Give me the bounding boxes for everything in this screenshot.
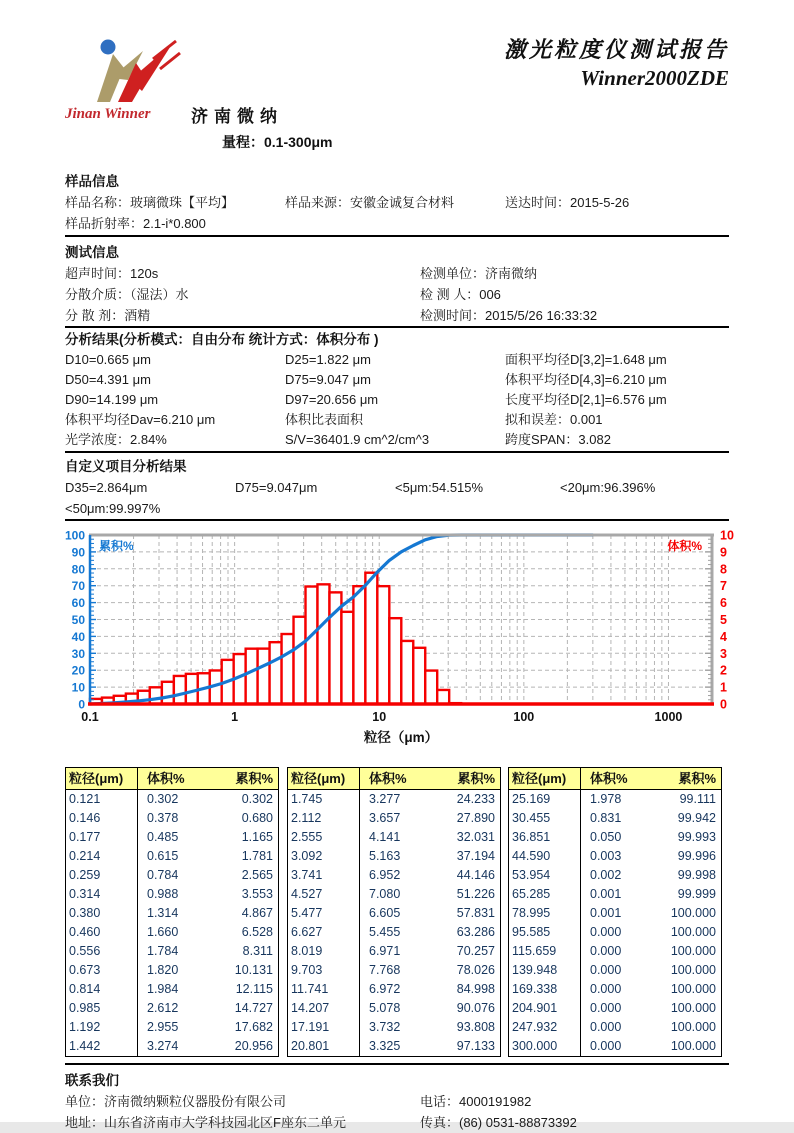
table-row [509,961,721,980]
svg-text:4: 4 [720,630,727,644]
table-cell: 6.605 [360,904,430,923]
table-cell: 4.867 [208,904,278,923]
analysis-item: D90=14.199 μm [65,390,285,410]
table-cell: 44.590 [509,847,581,866]
table-cell: 84.998 [430,980,500,999]
analysis-item: 体积平均径Dav=6.210 μm [65,410,285,430]
section-heading: 联系我们 [65,1071,729,1091]
svg-text:10: 10 [72,681,86,695]
dispersion-medium: 分散介质：（湿法）水 [65,284,420,305]
table-cell: 169.338 [509,980,581,999]
chart-area [65,527,765,747]
svg-text:80: 80 [72,562,86,576]
table-cell: 1.660 [138,923,208,942]
ultrasonic-time: 超声时间：120s [65,263,420,284]
analysis-item: D97=20.656 μm [285,390,505,410]
custom-item: <50μm:99.997% [65,498,160,519]
svg-text:6: 6 [720,596,727,610]
column-header: 累积% [208,768,278,789]
table-cell: 115.659 [509,942,581,961]
table-row [509,809,721,828]
analysis-item: 光学浓度：2.84% [65,430,285,450]
analysis-item: S/V=36401.9 cm^2/cm^3 [285,430,505,450]
table-cell: 0.615 [138,847,208,866]
table-cell: 11.741 [288,980,360,999]
table-cell: 2.955 [138,1018,208,1037]
table-row [509,904,721,923]
table-row [509,790,721,809]
table-cell: 78.995 [509,904,581,923]
table-cell: 0.001 [581,904,651,923]
table-cell: 0.985 [66,999,138,1018]
table-cell: 2.112 [288,809,360,828]
table-cell: 100.000 [651,942,721,961]
column-header: 累积% [651,768,721,789]
table-cell: 247.932 [509,1018,581,1037]
delivery-time: 送达时间：2015-5-26 [505,192,729,213]
table-cell: 0.814 [66,980,138,999]
table-cell: 97.133 [430,1037,500,1056]
custom-results-section [65,457,729,521]
column-header: 粒径(μm) [288,768,360,789]
table-cell: 5.455 [360,923,430,942]
table-cell: 1.442 [66,1037,138,1056]
column-header: 体积% [360,768,430,789]
custom-item: <20μm:96.396% [560,477,655,498]
table-cell: 3.732 [360,1018,430,1037]
table-row [66,923,278,942]
column-header: 体积% [581,768,651,789]
custom-item: D35=2.864μm [65,477,235,498]
table-cell: 0.003 [581,847,651,866]
table-cell: 100.000 [651,1018,721,1037]
table-row [66,1037,278,1056]
title-block [504,36,729,92]
table-cell: 7.080 [360,885,430,904]
table-cell: 70.257 [430,942,500,961]
table-header-row [66,768,278,790]
table-row [509,1018,721,1037]
table-cell: 0.314 [66,885,138,904]
table-row [66,980,278,999]
instrument-model: Winner2000ZDE [504,64,729,92]
table-cell: 44.146 [430,866,500,885]
custom-item: D75=9.047μm [235,477,395,498]
table-row [66,885,278,904]
svg-text:3: 3 [720,647,727,661]
table-cell: 0.000 [581,1037,651,1056]
table-cell: 17.191 [288,1018,360,1037]
table-row [288,809,500,828]
table-cell: 3.741 [288,866,360,885]
table-cell: 14.727 [208,999,278,1018]
table-cell: 0.673 [66,961,138,980]
contact-address: 地址：山东省济南市大学科技园北区F座东二单元 [65,1112,420,1133]
table-cell: 78.026 [430,961,500,980]
table-cell: 20.801 [288,1037,360,1056]
table-cell: 3.092 [288,847,360,866]
table-cell: 0.000 [581,1018,651,1037]
svg-text:90: 90 [72,545,86,559]
table-cell: 100.000 [651,980,721,999]
table-cell: 139.948 [509,961,581,980]
table-row [66,1018,278,1037]
table-row [66,809,278,828]
table-cell: 99.999 [651,885,721,904]
distribution-table-2 [287,767,501,1057]
sample-name: 样品名称：玻璃微珠【平均】 [65,192,285,213]
table-cell: 0.259 [66,866,138,885]
table-cell: 6.971 [360,942,430,961]
table-cell: 100.000 [651,904,721,923]
table-cell: 0.002 [581,866,651,885]
table-row [509,885,721,904]
column-header: 粒径(μm) [66,768,138,789]
table-cell: 1.165 [208,828,278,847]
table-cell: 8.019 [288,942,360,961]
column-header: 体积% [138,768,208,789]
table-row [288,961,500,980]
table-cell: 0.146 [66,809,138,828]
table-cell: 99.942 [651,809,721,828]
svg-text:1000: 1000 [655,710,683,724]
table-cell: 0.302 [208,790,278,809]
table-cell: 0.001 [581,885,651,904]
table-row [288,847,500,866]
table-row [66,904,278,923]
table-cell: 0.214 [66,847,138,866]
table-cell: 4.141 [360,828,430,847]
table-cell: 0.831 [581,809,651,828]
svg-text:10: 10 [720,529,734,543]
measure-range: 量程：0.1-300μm [222,132,333,152]
svg-text:0: 0 [78,698,85,712]
svg-text:体积%: 体积% [667,538,702,553]
table-row [509,866,721,885]
svg-text:100: 100 [513,710,534,724]
dispersant: 分 散 剂：酒精 [65,305,420,326]
analysis-item: 体积比表面积 [285,410,505,430]
analysis-item: 跨度SPAN：3.082 [505,430,729,450]
analysis-results-section [65,330,729,453]
custom-item: <5μm:54.515% [395,477,560,498]
distribution-table-1 [65,767,279,1057]
svg-text:0: 0 [720,698,727,712]
svg-text:20: 20 [72,664,86,678]
table-cell: 30.455 [509,809,581,828]
table-row [288,923,500,942]
column-header: 粒径(μm) [509,768,581,789]
table-row [509,980,721,999]
table-cell: 6.627 [288,923,360,942]
company-logo [83,38,183,104]
svg-text:0.1: 0.1 [81,710,98,724]
table-cell: 99.111 [651,790,721,809]
table-cell: 1.820 [138,961,208,980]
column-header: 累积% [430,768,500,789]
distribution-tables [65,767,729,1057]
contact-fax: 传真：(86) 0531-88873392 [420,1112,577,1133]
analysis-item: D25=1.822 μm [285,350,505,370]
analysis-item: 面积平均径D[3,2]=1.648 μm [505,350,729,370]
table-cell: 65.285 [509,885,581,904]
table-cell: 0.000 [581,961,651,980]
table-row [509,999,721,1018]
table-row [66,942,278,961]
report-header [65,30,729,160]
table-cell: 8.311 [208,942,278,961]
svg-text:1: 1 [720,681,727,695]
table-cell: 37.194 [430,847,500,866]
analysis-item: D50=4.391 μm [65,370,285,390]
table-row [288,1018,500,1037]
tester: 检 测 人：006 [420,284,501,305]
svg-text:8: 8 [720,562,727,576]
table-cell: 0.000 [581,980,651,999]
table-cell: 51.226 [430,885,500,904]
table-cell: 25.169 [509,790,581,809]
table-cell: 0.680 [208,809,278,828]
table-cell: 10.131 [208,961,278,980]
svg-text:7: 7 [720,579,727,593]
table-cell: 100.000 [651,923,721,942]
table-cell: 0.556 [66,942,138,961]
table-cell: 100.000 [651,1037,721,1056]
table-row [509,1037,721,1056]
analysis-item: 拟和误差：0.001 [505,410,729,430]
table-row [288,885,500,904]
table-cell: 2.565 [208,866,278,885]
table-cell: 1.314 [138,904,208,923]
table-cell: 0.000 [581,923,651,942]
table-row [66,828,278,847]
table-cell: 2.555 [288,828,360,847]
section-heading: 自定义项目分析结果 [65,457,729,477]
sample-source: 样品来源：安徽金诚复合材料 [285,192,505,213]
logo-text: Jinan Winner [65,106,195,123]
table-cell: 1.192 [66,1018,138,1037]
table-cell: 0.177 [66,828,138,847]
svg-text:1: 1 [231,710,238,724]
table-row [66,847,278,866]
table-cell: 6.528 [208,923,278,942]
table-cell: 1.984 [138,980,208,999]
table-row [288,828,500,847]
svg-text:70: 70 [72,579,86,593]
table-row [509,847,721,866]
table-cell: 24.233 [430,790,500,809]
table-cell: 1.745 [288,790,360,809]
svg-text:40: 40 [72,630,86,644]
table-cell: 53.954 [509,866,581,885]
table-row [66,866,278,885]
table-cell: 90.076 [430,999,500,1018]
svg-text:2: 2 [720,664,727,678]
table-row [288,942,500,961]
table-row [66,961,278,980]
table-row [509,828,721,847]
table-cell: 2.612 [138,999,208,1018]
table-row [509,942,721,961]
table-cell: 100.000 [651,961,721,980]
table-cell: 5.078 [360,999,430,1018]
svg-text:50: 50 [72,613,86,627]
analysis-item: 体积平均径D[4,3]=6.210 μm [505,370,729,390]
table-cell: 27.890 [430,809,500,828]
distribution-table-3 [508,767,722,1057]
table-cell: 5.163 [360,847,430,866]
table-cell: 3.325 [360,1037,430,1056]
test-info-section [65,243,729,328]
table-cell: 5.477 [288,904,360,923]
svg-text:10: 10 [372,710,386,724]
sample-info-section [65,172,729,237]
table-cell: 0.000 [581,999,651,1018]
table-cell: 57.831 [430,904,500,923]
table-cell: 99.996 [651,847,721,866]
table-header-row [509,768,721,790]
table-row [509,923,721,942]
section-heading: 测试信息 [65,243,729,263]
contact-phone: 电话：4000191982 [420,1091,531,1112]
svg-text:5: 5 [720,613,727,627]
table-cell: 1.781 [208,847,278,866]
section-heading: 分析结果(分析模式：自由分布 统计方式：体积分布 ) [65,330,729,350]
table-cell: 17.682 [208,1018,278,1037]
table-cell: 0.050 [581,828,651,847]
table-row [288,980,500,999]
table-row [288,866,500,885]
table-cell: 99.993 [651,828,721,847]
report-title: 激光粒度仪测试报告 [504,36,729,64]
svg-text:60: 60 [72,596,86,610]
table-cell: 1.978 [581,790,651,809]
table-cell: 0.380 [66,904,138,923]
svg-text:9: 9 [720,545,727,559]
table-cell: 95.585 [509,923,581,942]
table-cell: 0.988 [138,885,208,904]
table-cell: 93.808 [430,1018,500,1037]
table-cell: 6.952 [360,866,430,885]
table-cell: 3.553 [208,885,278,904]
svg-text:100: 100 [65,529,85,543]
table-cell: 7.768 [360,961,430,980]
table-cell: 99.998 [651,866,721,885]
table-cell: 14.207 [288,999,360,1018]
contact-section [65,1063,729,1131]
table-cell: 3.657 [360,809,430,828]
table-cell: 0.302 [138,790,208,809]
table-cell: 9.703 [288,961,360,980]
refractive-index: 样品折射率：2.1-i*0.800 [65,213,206,234]
table-row [66,790,278,809]
table-cell: 36.851 [509,828,581,847]
analysis-item: D75=9.047 μm [285,370,505,390]
table-cell: 32.031 [430,828,500,847]
section-heading: 样品信息 [65,172,729,192]
table-cell: 0.485 [138,828,208,847]
table-cell: 0.121 [66,790,138,809]
table-cell: 100.000 [651,999,721,1018]
analysis-item: D10=0.665 μm [65,350,285,370]
svg-text:30: 30 [72,647,86,661]
table-cell: 0.000 [581,942,651,961]
table-cell: 4.527 [288,885,360,904]
table-row [66,999,278,1018]
table-cell: 63.286 [430,923,500,942]
table-cell: 12.115 [208,980,278,999]
analysis-item: 长度平均径D[2,1]=6.576 μm [505,390,729,410]
table-cell: 300.000 [509,1037,581,1056]
table-cell: 0.460 [66,923,138,942]
table-cell: 0.784 [138,866,208,885]
table-row [288,904,500,923]
svg-text:累积%: 累积% [99,538,134,553]
table-cell: 3.277 [360,790,430,809]
table-header-row [288,768,500,790]
table-cell: 3.274 [138,1037,208,1056]
company-name: 济南微纳 [191,102,283,127]
contact-unit: 单位：济南微纳颗粒仪器股份有限公司 [65,1091,420,1112]
table-row [288,1037,500,1056]
test-unit: 检测单位：济南微纳 [420,263,537,284]
table-cell: 6.972 [360,980,430,999]
table-cell: 20.956 [208,1037,278,1056]
particle-size-chart [65,527,760,745]
table-row [288,999,500,1018]
table-cell: 204.901 [509,999,581,1018]
test-time: 检测时间：2015/5/26 16:33:32 [420,305,597,326]
table-row [288,790,500,809]
table-cell: 1.784 [138,942,208,961]
svg-text:粒径（μm）: 粒径（μm） [364,729,438,745]
table-cell: 0.378 [138,809,208,828]
